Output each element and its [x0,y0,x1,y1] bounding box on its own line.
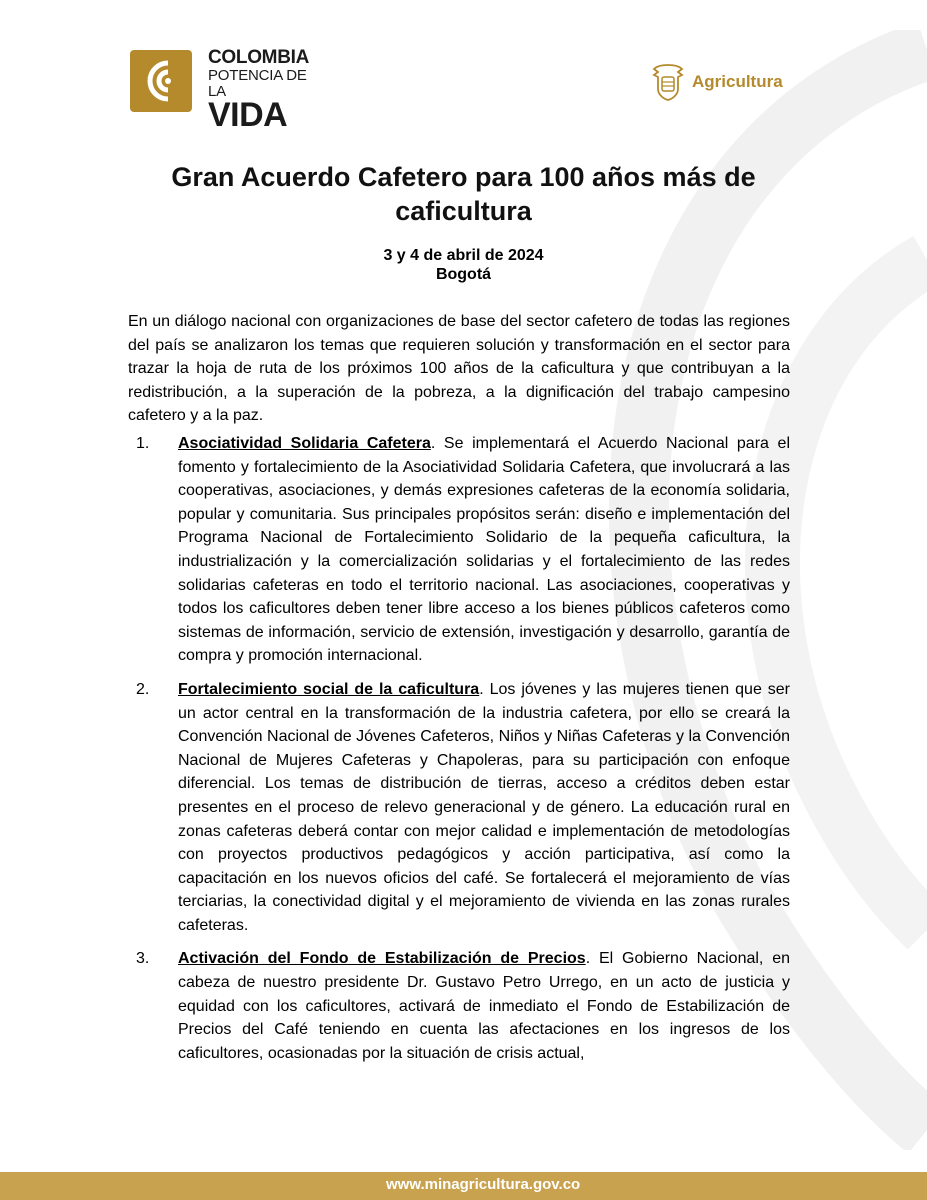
intro-paragraph: En un diálogo nacional con organizaciones de base del sector cafetero de todas las regiones del país se analizaron los temas que requieren solución y transformación en el sector para trazar la hoja de ruta de los próximos 100 años de la caficultura y que contribuyan a la redistribución, a la superación de la pobreza, a la dignificación del trabajo campesino cafetero y a la paz. [128,313,790,425]
list-item [128,432,790,668]
item-text: . Se implementará el Acuerdo Nacional para el fomento y fortalecimiento de la Asociatividad Solidaria Cafetera, que involucrará a las cooperativas, asociaciones, y demás expresiones cafeteras de la economía solidaria, popular y comunitaria. Sus principales propósitos serán: diseño e implementación del Programa Nacional de Fortalecimiento Solidario de la pequeña caficultura, la industrialización y la comercialización solidarias y el fortalecimiento de las redes solidarias cafeteras en todo el territorio nacional. Las asociaciones, cooperativas y todos los caficultores deben tener libre acceso a los bienes públicos cafeteros como sistemas de información, servicio de extensión, investigación y desarrollo, garantía de compra y promoción internacional. [178,435,791,665]
colombia-logo-icon [130,50,192,112]
logo-colombia-text: COLOMBIA [208,47,310,68]
item-text: . El Gobierno Nacional, en cabeza de nuestro presidente Dr. Gustavo Petro Urrego, en un acto de justicia y equidad con los caficultores, activará de inmediato el Fondo de Estabilización de Precios del Café teniendo en cuenta las afectaciones en los ingresos de los caficultores, ocasionadas por la situación de crisis actual, [178,950,790,1062]
item-heading: Asociatividad Solidaria Cafetera [178,435,431,452]
item-heading: Activación del Fondo de Estabilización de Precios [178,950,586,968]
colombia-potencia-logo [130,47,310,134]
date-place-block [100,246,827,284]
logo-vida-text: VIDA [208,96,288,134]
item-text: . Los jóvenes y las mujeres tienen que ser un actor central en la transformación de la industria cafetera, por ello se creará la Convención Nacional de Jóvenes Cafeteros, Niños y Niñas Cafeteras y la Convención Nacional de Mujeres Cafeteras y Chapoleras, para su participación con enfoque diferencial. Los temas de distribución de tierras, acceso a créditos deben estar presentes en el proceso de relevo generacional y de género. La educación rural en zonas cafeteras deberá contar con mejor calidad e implementación de metodologías con proyectos productivos pedagógicos y acción participativa, así como la capacitación en los nuevos oficios del café. Se fortalecerá el mejoramiento de vías terciarias, la conectividad digital y el mejoramiento de vivienda en las zonas rurales cafeteras. [178,680,791,934]
list-item [128,678,790,938]
item-heading: Fortalecimiento social de la caficultura [178,680,480,698]
item-number: 2. [136,680,150,698]
agricultura-logo [650,62,783,102]
agricultura-label: Agricultura [692,72,783,91]
page-title: Gran Acuerdo Cafetero para 100 años más de caficultura [171,162,756,226]
logo-potencia-text: POTENCIA DE LA [208,67,307,100]
event-place: Bogotá [435,266,492,283]
agreements-list [128,432,790,1075]
list-item [128,947,790,1065]
footer-url-link[interactable]: www.minagricultura.gov.co [386,1176,581,1193]
event-date: 3 y 4 de abril de 2024 [383,247,544,264]
coat-of-arms-icon [650,63,686,101]
item-number: 3. [136,950,150,968]
item-number: 1. [136,435,150,452]
